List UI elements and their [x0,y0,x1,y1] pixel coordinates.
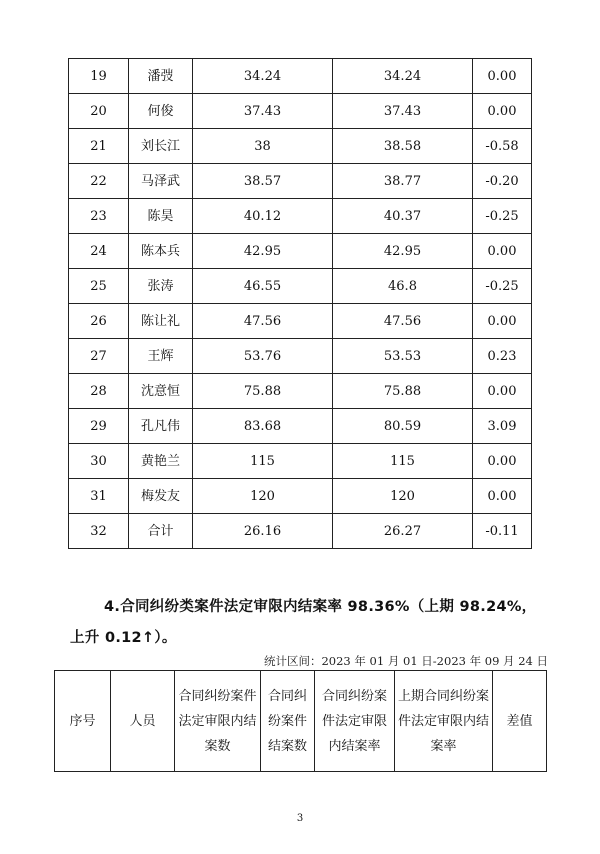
cell-diff: -0.20 [473,164,532,199]
cell-previous-value: 115 [333,444,473,479]
header-cell-person: 人员 [111,671,175,772]
cell-diff: 0.00 [473,304,532,339]
cell-diff: 3.09 [473,409,532,444]
cell-no: 22 [69,164,129,199]
table-row [69,234,532,269]
cell-current-value: 40.12 [193,199,333,234]
cell-current-value: 47.56 [193,304,333,339]
cell-no: 32 [69,514,129,549]
cell-current-value: 42.95 [193,234,333,269]
section-4-heading-text: 4.合同纠纷类案件法定审限内结案率 98.36%（上期 98.24%，上升 0.12↑）。 [70,599,537,646]
cell-no: 26 [69,304,129,339]
cell-name: 马泽武 [129,164,193,199]
table-row [69,164,532,199]
cell-diff: 0.00 [473,94,532,129]
cell-previous-value: 42.95 [333,234,473,269]
cell-no: 27 [69,339,129,374]
contract-table-header-row [55,671,547,772]
table-row [69,59,532,94]
table-row [69,479,532,514]
judge-avg-table-body [69,59,532,549]
header-cell-no: 序号 [55,671,111,772]
cell-no: 19 [69,59,129,94]
cell-previous-value: 38.77 [333,164,473,199]
cell-name: 黄艳兰 [129,444,193,479]
cell-name: 陈让礼 [129,304,193,339]
contract-dispute-table [54,670,547,772]
cell-current-value: 37.43 [193,94,333,129]
cell-no: 31 [69,479,129,514]
cell-diff: 0.00 [473,479,532,514]
cell-diff: -0.58 [473,129,532,164]
cell-name: 孔凡伟 [129,409,193,444]
cell-diff: -0.25 [473,199,532,234]
cell-name: 陈昊 [129,199,193,234]
cell-no: 25 [69,269,129,304]
cell-current-value: 75.88 [193,374,333,409]
cell-previous-value: 38.58 [333,129,473,164]
cell-current-value: 34.24 [193,59,333,94]
cell-previous-value: 80.59 [333,409,473,444]
cell-previous-value: 120 [333,479,473,514]
cell-name: 张涛 [129,269,193,304]
cell-current-value: 115 [193,444,333,479]
cell-current-value: 38.57 [193,164,333,199]
cell-diff: -0.25 [473,269,532,304]
table-row [69,374,532,409]
cell-current-value: 83.68 [193,409,333,444]
cell-name: 潘弢 [129,59,193,94]
header-cell-diff: 差值 [493,671,547,772]
cell-no: 28 [69,374,129,409]
cell-previous-value: 47.56 [333,304,473,339]
cell-name: 合计 [129,514,193,549]
table-row [69,514,532,549]
page-number: 3 [296,813,304,824]
cell-no: 21 [69,129,129,164]
table-row [69,94,532,129]
cell-previous-value: 37.43 [333,94,473,129]
table-row [69,199,532,234]
cell-name: 王辉 [129,339,193,374]
cell-current-value: 38 [193,129,333,164]
judge-avg-table [68,58,532,549]
table-row [69,269,532,304]
cell-current-value: 53.76 [193,339,333,374]
cell-diff: 0.23 [473,339,532,374]
stat-range: 统计区间：2023 年 01 月 01 日-2023 年 09 月 24 日 [263,654,548,668]
table-row [69,129,532,164]
cell-diff: 0.00 [473,444,532,479]
cell-current-value: 46.55 [193,269,333,304]
cell-no: 29 [69,409,129,444]
cell-previous-value: 75.88 [333,374,473,409]
table-row [69,444,532,479]
cell-diff: 0.00 [473,374,532,409]
cell-name: 何俊 [129,94,193,129]
table-row [69,339,532,374]
section-4-heading [70,592,550,654]
cell-no: 20 [69,94,129,129]
cell-current-value: 26.16 [193,514,333,549]
cell-previous-value: 40.37 [333,199,473,234]
cell-previous-value: 26.27 [333,514,473,549]
cell-diff: 0.00 [473,59,532,94]
cell-no: 24 [69,234,129,269]
cell-previous-value: 53.53 [333,339,473,374]
header-cell-closed-in-limit: 合同纠纷案件法定审限内结案数 [175,671,261,772]
table-row [69,304,532,339]
header-cell-prev-rate: 上期合同纠纷案件法定审限内结案率 [395,671,493,772]
cell-previous-value: 34.24 [333,59,473,94]
table-row [69,409,532,444]
header-cell-rate: 合同纠纷案件法定审限内结案率 [315,671,395,772]
cell-no: 23 [69,199,129,234]
cell-name: 沈意恒 [129,374,193,409]
cell-name: 陈本兵 [129,234,193,269]
header-cell-closed-total: 合同纠纷案件结案数 [261,671,315,772]
cell-no: 30 [69,444,129,479]
cell-previous-value: 46.8 [333,269,473,304]
cell-name: 梅发友 [129,479,193,514]
cell-diff: 0.00 [473,234,532,269]
cell-name: 刘长江 [129,129,193,164]
cell-current-value: 120 [193,479,333,514]
cell-diff: -0.11 [473,514,532,549]
